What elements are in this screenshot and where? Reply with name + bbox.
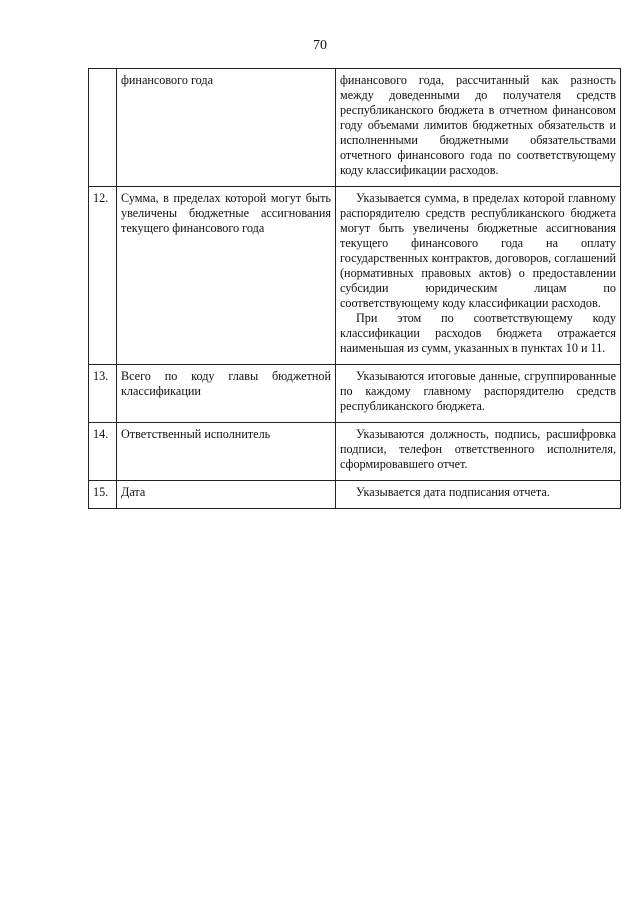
- field-name-text: Дата: [121, 485, 146, 499]
- description-paragraph: Указывается сумма, в пределах которой главному распорядителю средств республиканского бюджета могут быть увеличены бюджетные ассигнования текущего финансового года на оплату государственных контрактов, договоров, соглашений (нормативных правовых актов) о предоставлении субсидии юридическим лицам по соответствующему коду классификации расходов.: [340, 191, 616, 310]
- row-number: 13.: [89, 365, 117, 423]
- field-name-text: Ответственный исполнитель: [121, 427, 271, 441]
- field-name: [117, 365, 336, 423]
- field-name-text: Всего по коду главы бюджетной классификации: [121, 369, 331, 398]
- field-name-text: Сумма, в пределах которой могут быть увеличены бюджетные ассигнования текущего финансового года: [121, 191, 331, 235]
- table-row: [89, 423, 621, 481]
- description-paragraph: Указывается дата подписания отчета.: [356, 485, 550, 499]
- field-description: [336, 365, 621, 423]
- field-name-text: финансового года: [121, 73, 214, 87]
- field-description: [336, 481, 621, 509]
- field-name: [117, 481, 336, 509]
- field-description: [336, 69, 621, 187]
- description-paragraph: Указываются должность, подпись, расшифровка подписи, телефон ответственного исполнителя, сформировавшего отчет.: [340, 427, 616, 471]
- table-row: [89, 365, 621, 423]
- field-name: [117, 69, 336, 187]
- field-name: [117, 187, 336, 365]
- field-description: [336, 423, 621, 481]
- requirements-table: [88, 68, 621, 509]
- table-row: [89, 187, 621, 365]
- description-paragraph: финансового года, рассчитанный как разность между доведенными до получателя средств республиканского бюджета в отчетном финансовом году объемами лимитов бюджетных обязательств и исполненными бюджетными обязательствами отчетного финансового года по соответствующему коду классификации расходов.: [340, 73, 616, 177]
- table-body: [89, 69, 621, 509]
- field-description: [336, 187, 621, 365]
- row-number: 14.: [89, 423, 117, 481]
- page-number: 70: [313, 38, 327, 53]
- row-number: [89, 69, 117, 187]
- field-name: [117, 423, 336, 481]
- table-row: [89, 69, 621, 187]
- row-number: 15.: [89, 481, 117, 509]
- description-paragraph: При этом по соответствующему коду классификации расходов бюджета отражается наименьшая из сумм, указанных в пунктах 10 и 11.: [340, 311, 616, 355]
- row-number: 12.: [89, 187, 117, 365]
- description-paragraph: Указываются итоговые данные, сгруппированные по каждому главному распорядителю средств республиканского бюджета.: [340, 369, 616, 413]
- table-row: [89, 481, 621, 509]
